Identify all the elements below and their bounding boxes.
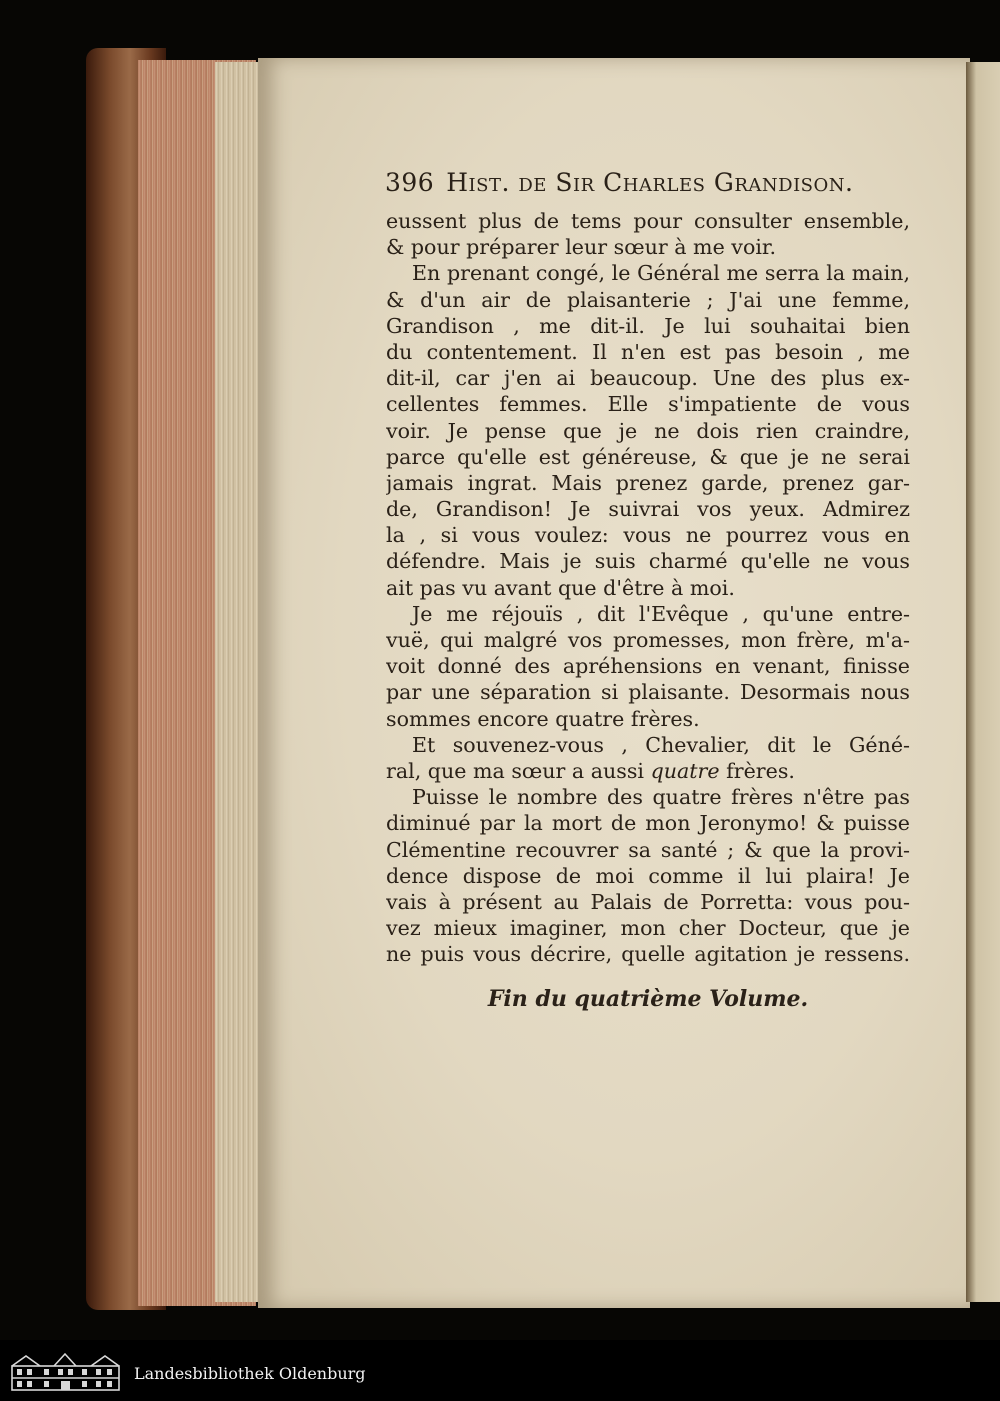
text-line: & pour préparer leur sœur à me voir. (386, 235, 777, 260)
text-line: sommes encore quatre frères. (386, 706, 700, 731)
text-line: Je me réjouïs , dit l'Evêque , qu'une entre- (412, 601, 910, 626)
colophon: Fin du quatrième Volume. (487, 986, 809, 1012)
text-line: Grandison , me dit-il. Je lui souhaitai bien (386, 313, 910, 338)
text-line: vez mieux imaginer, mon cher Docteur, que je (386, 916, 910, 941)
page-number: 396 (385, 168, 435, 197)
text-line: eussent plus de tems pour consulter ensemble, (386, 209, 910, 233)
text-line (386, 758, 910, 784)
text-line: par une séparation si plaisante. Desormais nous (386, 680, 910, 705)
text-line: Et souvenez-vous , Chevalier, dit le Géné- (412, 732, 910, 757)
text-segment: frères. (719, 758, 795, 783)
text-line: vuë, qui malgré vos promesses, mon frère, m'a- (386, 628, 910, 652)
text-line: ait pas vu avant que d'être à moi. (386, 575, 735, 600)
text-line: dit-il, car j'en ai beaucoup. Une des plus ex- (386, 366, 910, 391)
library-name: Landesbibliothek Oldenburg (134, 1364, 366, 1383)
facing-page-edge (966, 62, 1000, 1302)
text-line: de, Grandison! Je suivrai vos yeux. Admirez (386, 497, 910, 522)
text-line: voit donné des apréhensions en venant, finisse (386, 654, 910, 679)
running-head (385, 168, 910, 197)
text-line: Puisse le nombre des quatre frères n'être pas (412, 785, 910, 810)
text-line: diminué par la mort de mon Jeronymo! & puisse (386, 811, 910, 836)
text-line: Clémentine recouvrer sa santé ; & que la provi- (386, 837, 910, 862)
text-line: du contentement. Il n'en est pas besoin , me (386, 339, 910, 364)
text-line: ne puis vous décrire, quelle agitation je ressens. (386, 942, 910, 967)
text-line: vais à présent au Palais de Porretta: vous pou- (386, 889, 910, 914)
page-body (386, 208, 910, 967)
text-line: En prenant congé, le Général me serra la main, (412, 261, 910, 286)
text-line: voir. Je pense que je ne dois rien craindre, (386, 418, 910, 443)
text-line: parce qu'elle est généreuse, & que je ne serai (386, 444, 910, 469)
text-line: dence dispose de moi comme il lui plaira! Je (386, 863, 910, 888)
running-head-title: Hist. de Sir Charles Grandison. (446, 168, 854, 197)
text-line: cellentes femmes. Elle s'impatiente de vous (386, 392, 910, 417)
text-line: la , si vous voulez: vous ne pourrez vous en (386, 523, 910, 548)
footer-bar (0, 1340, 1000, 1401)
text-line: & d'un air de plaisanterie ; J'ai une femme, (386, 287, 910, 312)
text-line: jamais ingrat. Mais prenez garde, prenez gar- (386, 470, 910, 495)
text-segment: ral, que ma sœur a aussi (386, 758, 651, 783)
library-building-icon (8, 1350, 123, 1392)
text-line: défendre. Mais je suis charmé qu'elle ne vous (386, 549, 910, 574)
page-edges-inner (215, 62, 263, 1302)
italic-word: quatre (650, 758, 720, 783)
